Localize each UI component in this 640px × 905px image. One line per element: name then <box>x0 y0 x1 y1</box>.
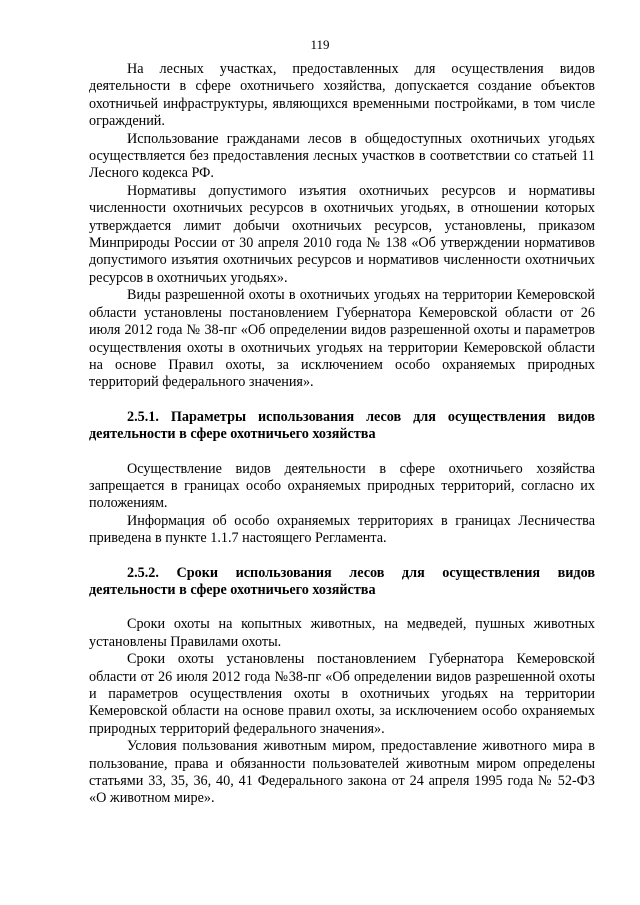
section-heading-2-5-1: 2.5.1. Параметры использования лесов для осуществления видов деятельности в сфере охотничьего хозяйства <box>89 408 595 443</box>
paragraph-public-hunting-grounds: Использование гражданами лесов в общедоступных охотничьих угодьях осуществляется без предоставления лесных участков в соответствии со статьей 11 Лесного кодекса РФ. <box>89 130 595 182</box>
paragraph-harvest-norms: Нормативы допустимого изъятия охотничьих ресурсов и нормативы численности охотничьих ресурсов в охотничьих угодьях, в отношении которых утверждается лимит добычи охотничьих ресурсов, установлены, приказом Минприроды России от 30 апреля 2010 года № 138 «Об утверждении нормативов допустимого изъятия охотничьих ресурсов и нормативов численности охотничьих ресурсов в охотничьих угодьях». <box>89 182 595 286</box>
paragraph-hunting-infrastructure: На лесных участках, предоставленных для осуществления видов деятельности в сфере охотничьего хозяйства, допускается создание объектов охотничьей инфраструктуры, являющихся временными постройками, в том числе ограждений. <box>89 61 595 130</box>
paragraph-wildlife-use-conditions: Условия пользования животным миром, предоставление животного мира в пользование, права и обязанности пользователей животным миром определены статьями 33, 35, 36, 40, 41 Федерального закона от 24 апреля 1995 года № 52-ФЗ «О животном мире». <box>89 738 595 807</box>
page-content <box>89 61 595 808</box>
paragraph-hunting-seasons: Сроки охоты на копытных животных, на медведей, пушных животных установлены Правилами охоты. <box>89 616 595 650</box>
paragraph-permitted-hunting-types: Виды разрешенной охоты в охотничьих угодьях на территории Кемеровской области установлены постановлением Губернатора Кемеровской области от 26 июля 2012 года № 38-пг «Об определении видов разрешенной охоты и параметров осуществления охоты в охотничьих угодьях на территории Кемеровской области на основе Правил охоты, за исключением особо охраняемых природных территорий федерального значения». <box>89 287 595 391</box>
paragraph-protected-areas-info: Информация об особо охраняемых территориях в границах Лесничества приведена в пункте 1.1.7 настоящего Регламента. <box>89 512 595 547</box>
paragraph-hunting-seasons-decree: Сроки охоты установлены постановлением Губернатора Кемеровской области от 26 июля 2012 года №38-пг «Об определении видов разрешенной охоты и параметров осуществления охоты в охотничьих угодьях на территории Кемеровской области на основе правил охоты, за исключением особо охраняемых природных территорий федерального значения». <box>89 651 595 737</box>
section-heading-2-5-2: 2.5.2. Сроки использования лесов для осуществления видов деятельности в сфере охотничьего хозяйства <box>89 564 595 598</box>
page-number: 119 <box>310 37 330 52</box>
paragraph-protected-areas-ban: Осуществление видов деятельности в сфере охотничьего хозяйства запрещается в границах особо охраняемых природных территорий, согласно их положениям. <box>89 460 595 512</box>
